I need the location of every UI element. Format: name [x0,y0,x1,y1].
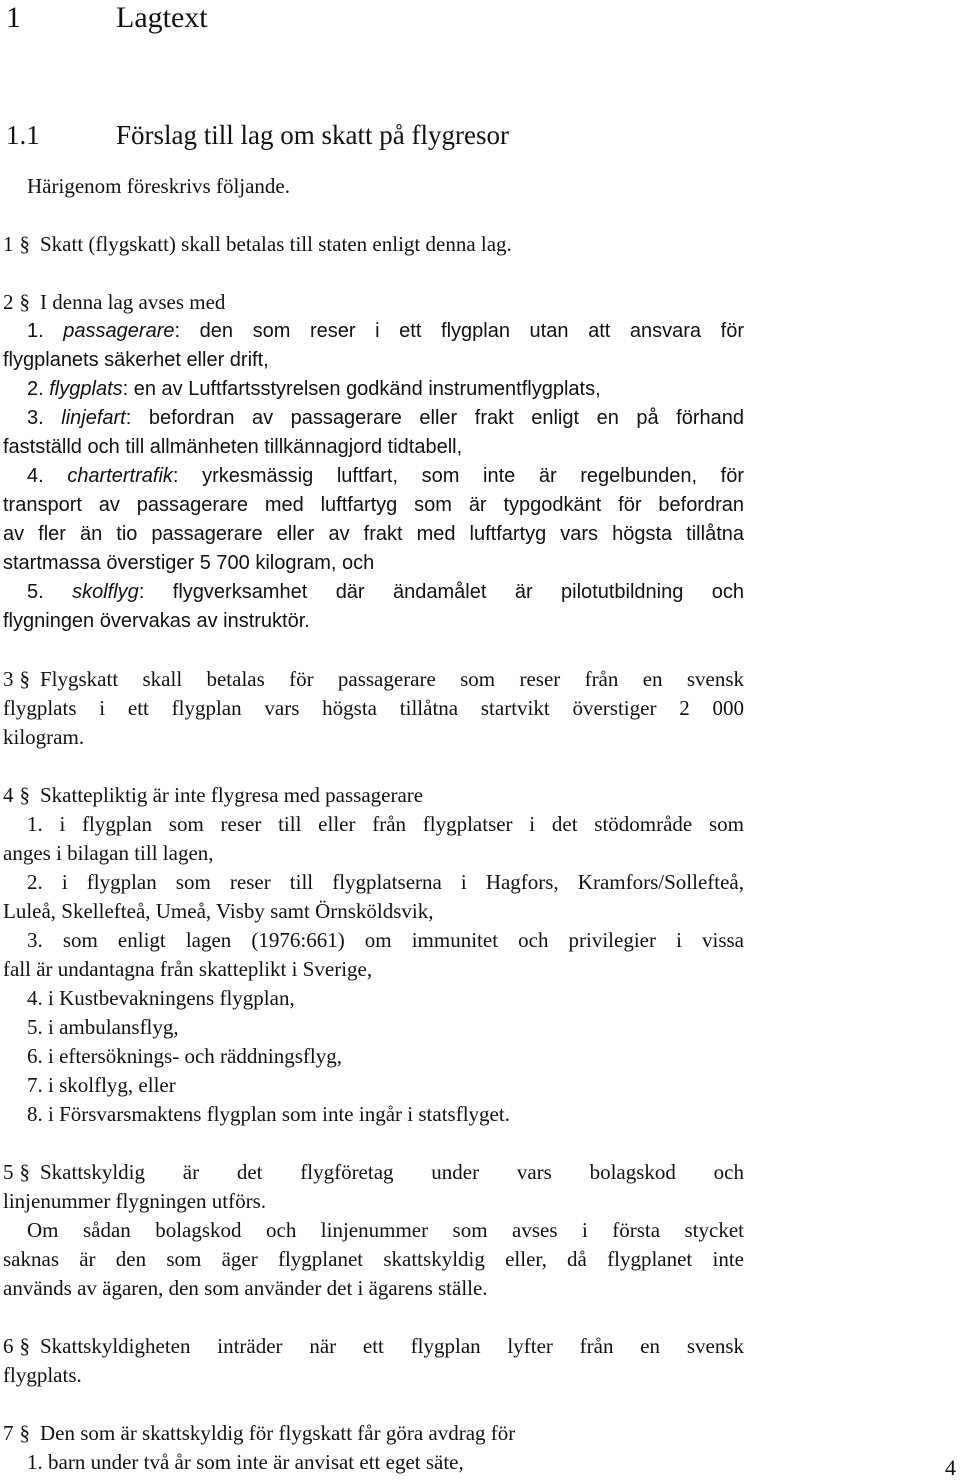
term-linjefart: linjefart [61,407,126,429]
section-symbol: § [19,1421,30,1445]
section-2 [3,288,744,317]
page-number: 4 [945,1455,956,1480]
definition-4-cont-2: av fler än tio passagerare eller av frakt med luftfartyg vars högsta tillåtna [3,523,744,545]
heading-1-number: 1 [6,1,21,34]
exemption-2-cont: Luleå, Skellefteå, Umeå, Visby samt Örnsköldsvik, [3,899,434,923]
definition-3-cont: fastställd och till allmänheten tillkännagjord tidtabell, [3,436,463,458]
term-passagerare: passagerare [63,320,175,342]
law-text [3,172,744,1477]
definition-5-cont: flygningen övervakas av instruktör. [3,610,310,632]
section-5-cont: linjenummer flygningen utförs. [3,1189,267,1213]
deduction-1: 1. barn under två år som inte är anvisat ett eget säte, [27,1450,464,1474]
exemption-6: 6. i eftersöknings- och räddningsflyg, [27,1044,342,1068]
definition-5: 5. skolflyg: flygverksamhet där ändamålet är pilotutbildning och [27,581,744,603]
definition-1-cont: flygplanets säkerhet eller drift, [3,349,269,371]
section-number: 7 [3,1421,14,1445]
heading-1-title: Lagtext [116,1,208,34]
exemption-8: 8. i Försvarsmaktens flygplan som inte ingår i statsflyget. [27,1102,510,1126]
exemption-2: 2. i flygplan som reser till flygplatserna i Hagfors, Kramfors/Sollefteå, [27,870,744,894]
exemption-3: 3. som enligt lagen (1976:661) om immunitet och privilegier i vissa [27,928,744,952]
intro: Härigenom föreskrivs följande. [27,174,291,198]
exemption-5: 5. i ambulansflyg, [27,1015,179,1039]
section-6: 6 § Skattskyldigheten inträder när ett flygplan lyfter från en svensk [3,1332,744,1361]
term-skolflyg: skolflyg [72,581,139,603]
section-4: 4 § Skattepliktig är inte flygresa med passagerare [3,781,744,810]
definition-3: 3. linjefart: befordran av passagerare eller frakt enligt en på förhand [27,407,745,429]
section-number: 4 [3,783,14,807]
heading-2 [6,118,509,152]
definition-1: 1. passagerare: den som reser i ett flygplan utan att ansvara för [27,320,744,342]
term-chartertrafik: chartertrafik [67,465,173,487]
definition-4-cont-3: startmassa överstiger 5 700 kilogram, och [3,552,375,574]
section-symbol: § [19,1334,30,1358]
section-3: 3 § Flygskatt skall betalas för passagerare som reser från en svensk [3,665,744,694]
exemption-1: 1. i flygplan som reser till eller från flygplatser i det stödområde som [27,812,744,836]
section-symbol: § [19,1160,30,1184]
section-number: 1 [3,232,14,256]
section-7: 7 § Den som är skattskyldig för flygskatt får göra avdrag för [3,1419,744,1448]
section-5-para-2: Om sådan bolagskod och linjenummer som avses i första stycket [27,1218,744,1242]
section-5-para-2-cont-2: används av ägaren, den som använder det i ägarens ställe. [3,1276,488,1300]
section-5-para-2-cont-1: saknas är den som äger flygplanet skattskyldig eller, då flygplanet inte [3,1247,744,1271]
section-3-cont-2: kilogram. [3,725,85,749]
exemption-1-cont: anges i bilagan till lagen, [3,841,214,865]
section-3-cont-1: flygplats i ett flygplan vars högsta tillåtna startvikt överstiger 2 000 [3,696,744,720]
exemption-7: 7. i skolflyg, eller [27,1073,176,1097]
section-symbol: § [19,667,30,691]
section-2-text: I denna lag avses med [40,290,226,314]
definition-2: 2. flygplats: en av Luftfartsstyrelsen godkänd instrumentflygplats, [27,378,601,400]
section-symbol: § [19,290,30,314]
term-flygplats: flygplats [49,378,123,400]
section-1 [3,230,744,259]
section-number: 3 [3,667,14,691]
section-number: 2 [3,290,14,314]
definition-4-cont-1: transport av passagerare med luftfartyg som är typgodkänt för befordran [3,494,744,516]
heading-2-title: Förslag till lag om skatt på flygresor [116,120,509,150]
section-5: 5 § Skattskyldig är det flygföretag under vars bolagskod och [3,1158,744,1187]
exemption-4: 4. i Kustbevakningens flygplan, [27,986,295,1010]
section-symbol: § [19,232,30,256]
exemption-3-cont: fall är undantagna från skatteplikt i Sverige, [3,957,373,981]
section-6-cont: flygplats. [3,1363,82,1387]
section-number: 6 [3,1334,14,1358]
section-1-text: Skatt (flygskatt) skall betalas till staten enligt denna lag. [40,232,512,256]
section-number: 5 [3,1160,14,1184]
section-symbol: § [19,783,30,807]
heading-2-number: 1.1 [6,120,40,150]
heading-1 [6,0,208,36]
definition-4: 4. chartertrafik: yrkesmässig luftfart, som inte är regelbunden, för [27,465,744,487]
